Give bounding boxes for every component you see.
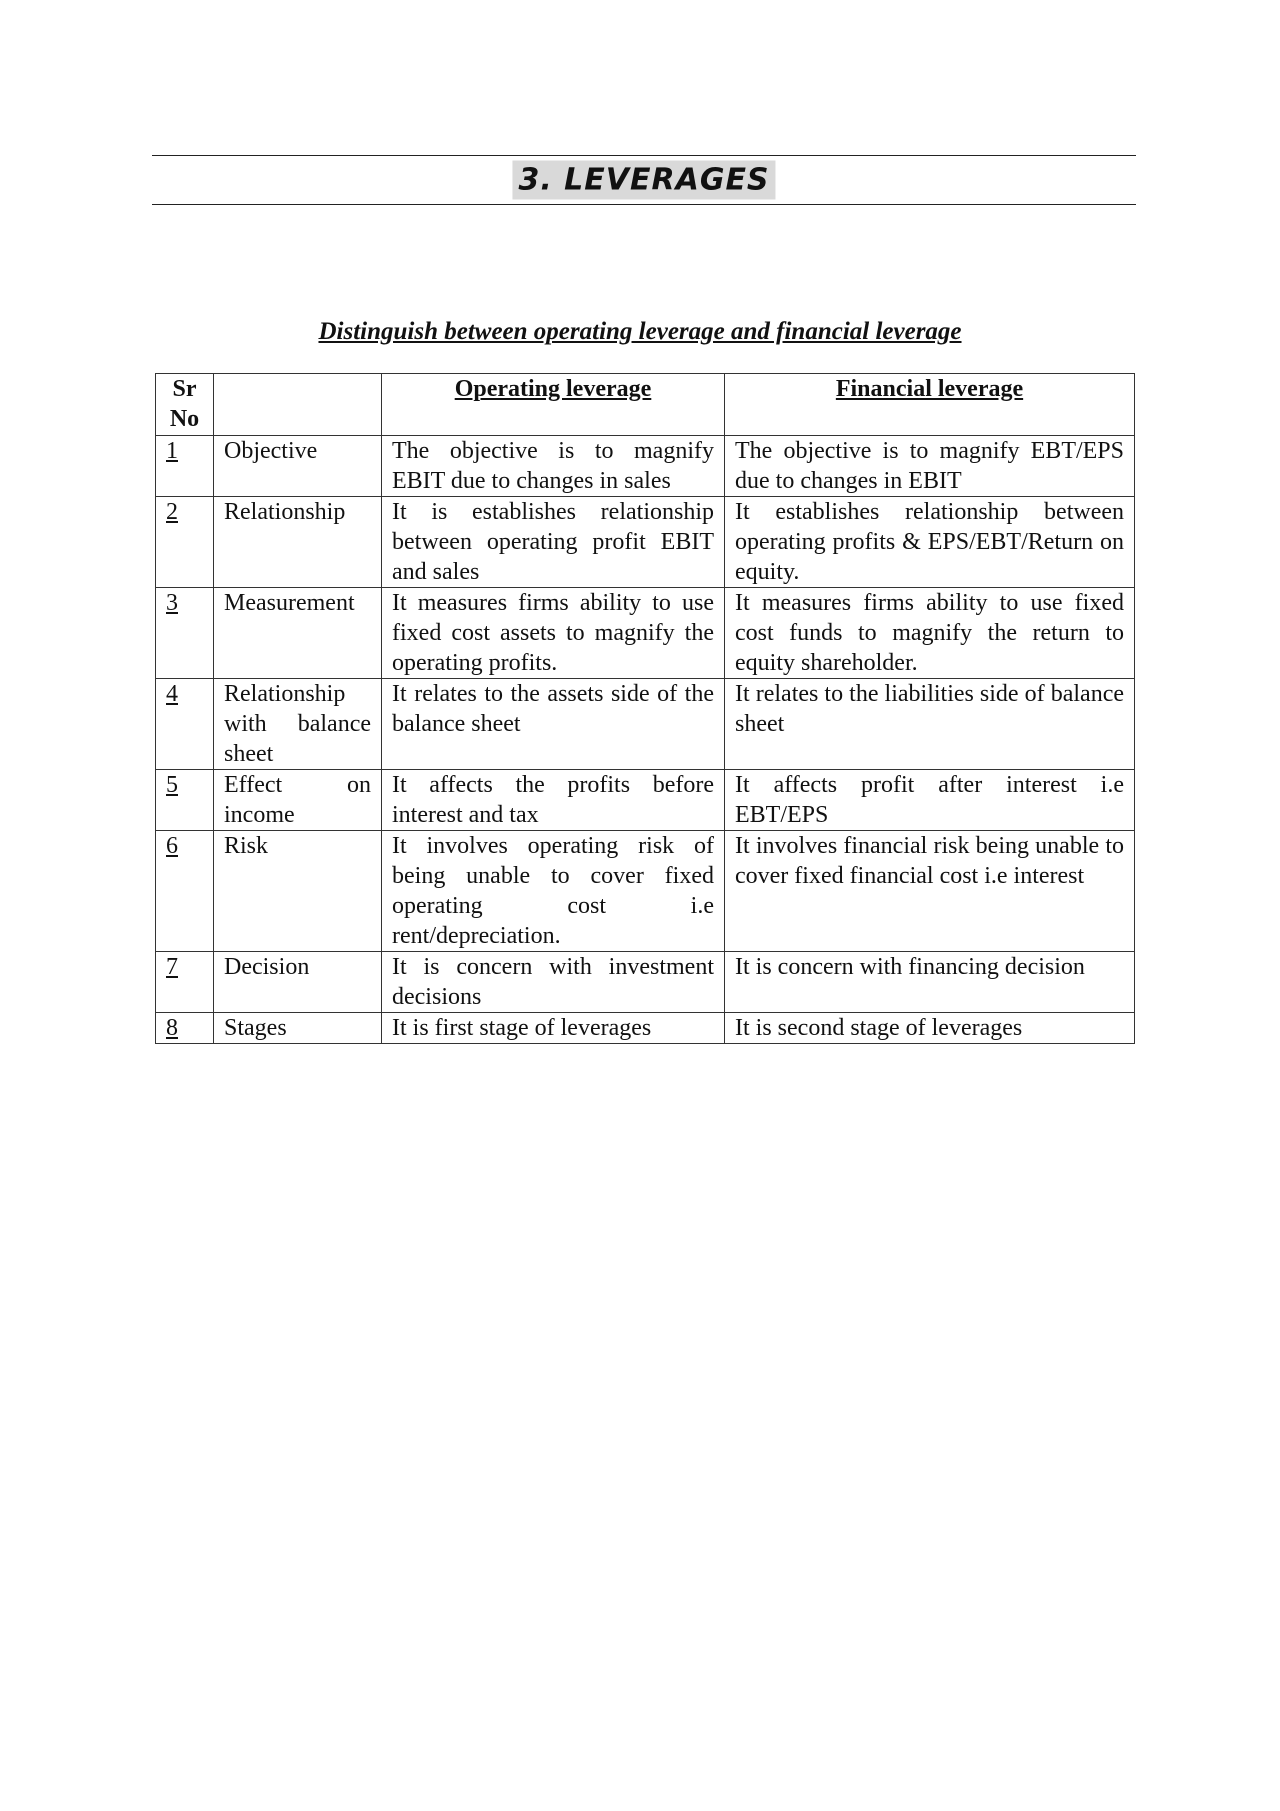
header-sr-line2: No [169, 406, 200, 432]
row-operating: It involves operating risk of being unable to cover fixed operating cost i.e rent/depreciation. [382, 831, 725, 952]
table-row [156, 436, 1135, 497]
row-aspect: Risk [214, 831, 382, 952]
row-sr-no: 6 [156, 831, 214, 952]
table-row [156, 588, 1135, 679]
row-financial: It relates to the liabilities side of balance sheet [725, 679, 1135, 770]
row-operating: It measures firms ability to use fixed cost assets to magnify the operating profits. [382, 588, 725, 679]
header-sr-line1: Sr [172, 376, 197, 402]
row-sr-no: 3 [156, 588, 214, 679]
row-aspect: Objective [214, 436, 382, 497]
row-sr-no: 8 [156, 1013, 214, 1044]
comparison-table [155, 373, 1135, 1044]
row-operating: It is first stage of leverages [382, 1013, 725, 1044]
row-sr-no: 1 [156, 436, 214, 497]
header-aspect [214, 374, 382, 436]
table-header-row [156, 374, 1135, 436]
table-body [156, 436, 1135, 1044]
row-financial: It is second stage of leverages [725, 1013, 1135, 1044]
table-row [156, 1013, 1135, 1044]
header-operating-leverage [382, 374, 725, 436]
header-financial-label: Financial leverage [835, 376, 1024, 402]
row-financial: It involves financial risk being unable to cover fixed financial cost i.e interest [725, 831, 1135, 952]
section-subtitle: Distinguish between operating leverage and financial leverage [318, 318, 962, 345]
row-financial: It measures firms ability to use fixed cost funds to magnify the return to equity shareholder. [725, 588, 1135, 679]
row-aspect: Effect on income [214, 770, 382, 831]
row-operating: It relates to the assets side of the balance sheet [382, 679, 725, 770]
header-sr-no [156, 374, 214, 436]
table-row [156, 497, 1135, 588]
row-financial: It establishes relationship between operating profits & EPS/EBT/Return on equity. [725, 497, 1135, 588]
row-operating: It is concern with investment decisions [382, 952, 725, 1013]
chapter-title: 3. LEVERAGES [512, 161, 775, 200]
row-aspect: Decision [214, 952, 382, 1013]
header-financial-leverage [725, 374, 1135, 436]
table-row [156, 679, 1135, 770]
table-row [156, 831, 1135, 952]
table-row [156, 952, 1135, 1013]
row-financial: It affects profit after interest i.e EBT/EPS [725, 770, 1135, 831]
table-row [156, 770, 1135, 831]
row-aspect: Stages [214, 1013, 382, 1044]
row-financial: It is concern with financing decision [725, 952, 1135, 1013]
chapter-header [152, 155, 1136, 205]
header-operating-label: Operating leverage [454, 376, 652, 402]
row-aspect: Measurement [214, 588, 382, 679]
row-aspect: Relationship with balance sheet [214, 679, 382, 770]
row-sr-no: 2 [156, 497, 214, 588]
row-sr-no: 7 [156, 952, 214, 1013]
row-sr-no: 5 [156, 770, 214, 831]
row-aspect: Relationship [214, 497, 382, 588]
row-operating: It affects the profits before interest and tax [382, 770, 725, 831]
row-operating: The objective is to magnify EBIT due to changes in sales [382, 436, 725, 497]
row-financial: The objective is to magnify EBT/EPS due to changes in EBIT [725, 436, 1135, 497]
row-sr-no: 4 [156, 679, 214, 770]
row-operating: It is establishes relationship between operating profit EBIT and sales [382, 497, 725, 588]
